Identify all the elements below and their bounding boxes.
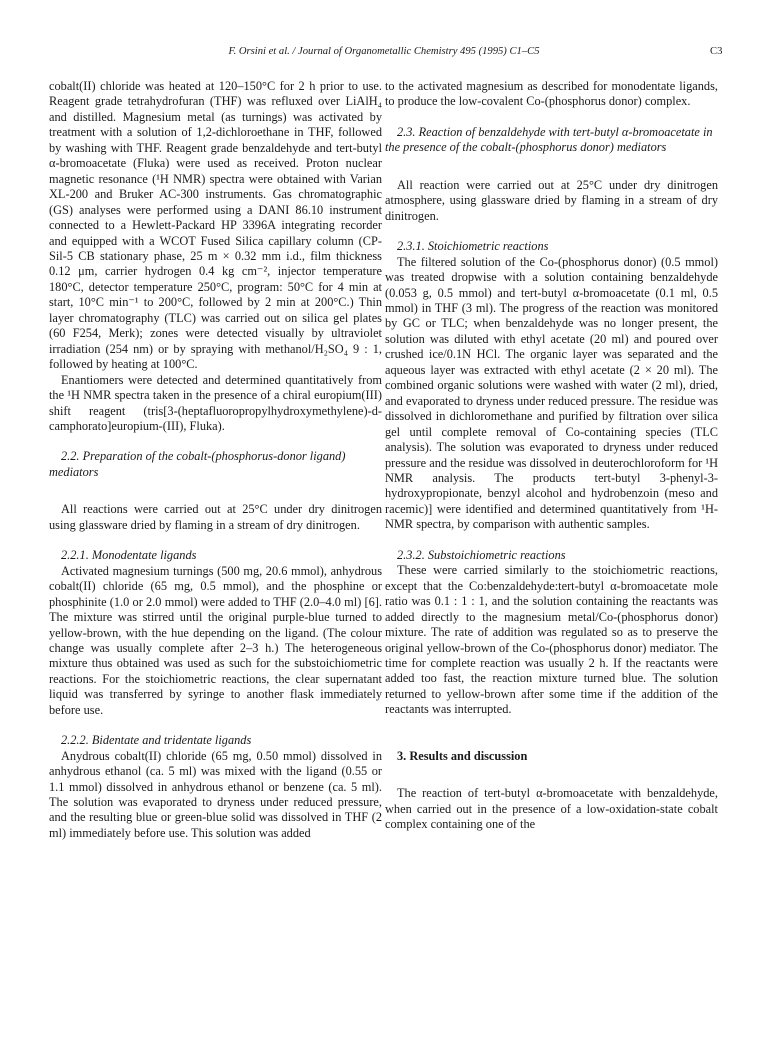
paragraph-reaction-conditions: All reactions were carried out at 25°C under dry dinitrogen using glassware dried by flaming in a stream of dry dinitrogen.: [49, 502, 382, 532]
paragraph-continuation: to the activated magnesium as described for monodentate ligands, to produce the low-covalent Co-(phosphorus donor) complex.: [385, 79, 718, 109]
paragraph-bidentate: Anydrous cobalt(II) chloride (65 mg, 0.50 mmol) dissolved in anhydrous ethanol (ca. 5 ml) was mixed with the ligand (0.55 or 1.1 mmol) dissolved in anhydrous ethanol or benzene (ca. 5 ml). The solution was evaporated to dryness under reduced pressure, and the resulting blue or green-blue solid was dissolved in THF (2 ml) immediately before use. This solution was added: [49, 748, 382, 840]
paragraph-monodentate: Activated magnesium turnings (500 mg, 20.6 mmol), anhydrous cobalt(II) chloride (65 mg, 0.5 mmol), and the phosphine or phosphinite (1.0 or 2.0 mmol) were added to THF (2.0–4.0 ml) [6]. The mixture was stirred until the original purple-blue turned to yellow-brown, with the hue depending on the ligand. (The colour change was usually complete after 2–3 h.) The heterogeneous mixture thus obtained was used as such for the substoichiometric reactions. For the stoichiometric reactions, the clear supernatant liquid was transferred by syringe to another flask immediately before use.: [49, 563, 382, 717]
section-heading-2-3-1: 2.3.1. Stoichiometric reactions: [397, 239, 549, 254]
left-column: [49, 79, 382, 841]
paragraph-enantiomers: Enantiomers were detected and determined quantitatively from the ¹H NMR spectra taken in the presence of a chiral europium(III) shift reagent (tris[3-(heptafluoropropylhydroxymethylene)-d-camphorato]europium-(III), Fluka).: [49, 372, 382, 433]
paragraph-substoichiometric: These were carried similarly to the stoichiometric reactions, except that the Co:benzaldehyde:tert-butyl α-bromoacetate mole ratio was 0.1 : 1 : 1, and the solution containing the reactants was added directly to the magnesium metal/Co-(phosphorus donor) mixture. The rate of addition was regulated so as to preserve the original yellow-brown of the Co-(phosphorus donor) mediator. The time for complete reaction was usually 2 h. If the reactants were added too fast, the reaction mixture turned blue. The solution returned to yellow-brown after some time if the addition of the reactants was interrupted.: [385, 563, 718, 717]
paragraph-reaction-atmosphere: All reaction were carried out at 25°C under dry dinitrogen atmosphere, using glassware dried by flaming in a stream of dry dinitrogen.: [385, 177, 718, 223]
paragraph-materials: cobalt(II) chloride was heated at 120–150°C for 2 h prior to use. Reagent grade tetrahydrofuran (THF) was refluxed over LiAlH₄ and distilled. Magnesium metal (as turnings) was activated by treatment with a solution of 1,2-dichloroethane in THF, followed by washing with THF. Reagent grade benzaldehyde and tert-butyl α-bromoacetate (Fluka) were used as received. Proton nuclear magnetic resonance (¹H NMR) spectra were obtained with Varian XL-200 and Bruker AC-300 instruments. Gas chromatographic (GS) analyses were performed using a DANI 86.10 instrument connected to a Hewlett-Packard HP 3396A integrating recorder and equipped with a WCOT Fused Silica capillary column (CP-Sil-5 CB stationary phase, 25 m × 0.32 mm i.d., film thickness 0.12 μm, carrier hydrogen 0.4 kg cm⁻², injector temperature 180°C, detector temperature 250°C, program: 50°C for 4 min at start, 10°C min⁻¹ to 200°C, followed by 2 min at 200°C.) Thin layer chromatography (TLC) was carried out on silica gel plates (60 F254, Merk); zones were detected visually by ultraviolet irradiation (254 nm) or by spraying with methanol/H₂SO₄ 9 : 1, followed by heating at 100°C.: [49, 79, 382, 372]
right-column: [385, 79, 718, 833]
section-heading-2-2-2: 2.2.2. Bidentate and tridentate ligands: [61, 733, 252, 748]
paragraph-results: The reaction of tert-butyl α-bromoacetate with benzaldehyde, when carried out in the presence of a low-oxidation-state cobalt complex containing one of the: [385, 786, 718, 832]
section-heading-results: 3. Results and discussion: [397, 748, 528, 763]
paragraph-stoichiometric: The filtered solution of the Co-(phosphorus donor) (0.5 mmol) was treated dropwise with a solution containing benzaldehyde (0.053 g, 0.5 mmol) and tert-butyl α-bromoacetate (0.1 ml, 0.5 mmol) in THF (3 ml). The progress of the reaction was monitored by GC or TLC; when benzaldehyde was no longer present, the solution was diluted with ethyl acetate (20 ml) and poured over crushed ice/0.1N HCl. The organic layer was separated and the aqueous layer was extracted with ethyl acetate (2 × 20 ml). The combined organic solutions were washed with water (2 ml), dried, and evaporated to dryness under reduced pressure. The residue was dissolved in dichloromethane and purified by filtration over silica gel until complete removal of Co-containing species (TLC analysis). The solution was evaporated to dryness under reduced pressure and the residue was dissolved in deuterochloroform for ¹H NMR analysis. The products tert-butyl 3-phenyl-3-hydroxypropionate, benzyl alcohol and hydrobenzoin (meso and racemic)] were identified and determined quantitatively from ¹H-NMR spectra, by comparison with authentic samples.: [385, 254, 718, 532]
running-title: F. Orsini et al. / Journal of Organometallic Chemistry 495 (1995) C1–C5: [228, 46, 540, 57]
section-heading-2-2: 2.2. Preparation of the cobalt-(phosphorus-donor ligand) mediators: [49, 449, 346, 479]
section-heading-2-3-2: 2.3.2. Substoichiometric reactions: [397, 547, 566, 562]
page-header: [0, 46, 768, 62]
section-heading-2-3: 2.3. Reaction of benzaldehyde with tert-butyl α-bromoacetate in the presence of the cobalt-(phosphorus donor) mediators: [385, 124, 713, 155]
section-heading-2-2-1: 2.2.1. Monodentate ligands: [61, 548, 197, 563]
page-number: C3: [710, 46, 723, 57]
